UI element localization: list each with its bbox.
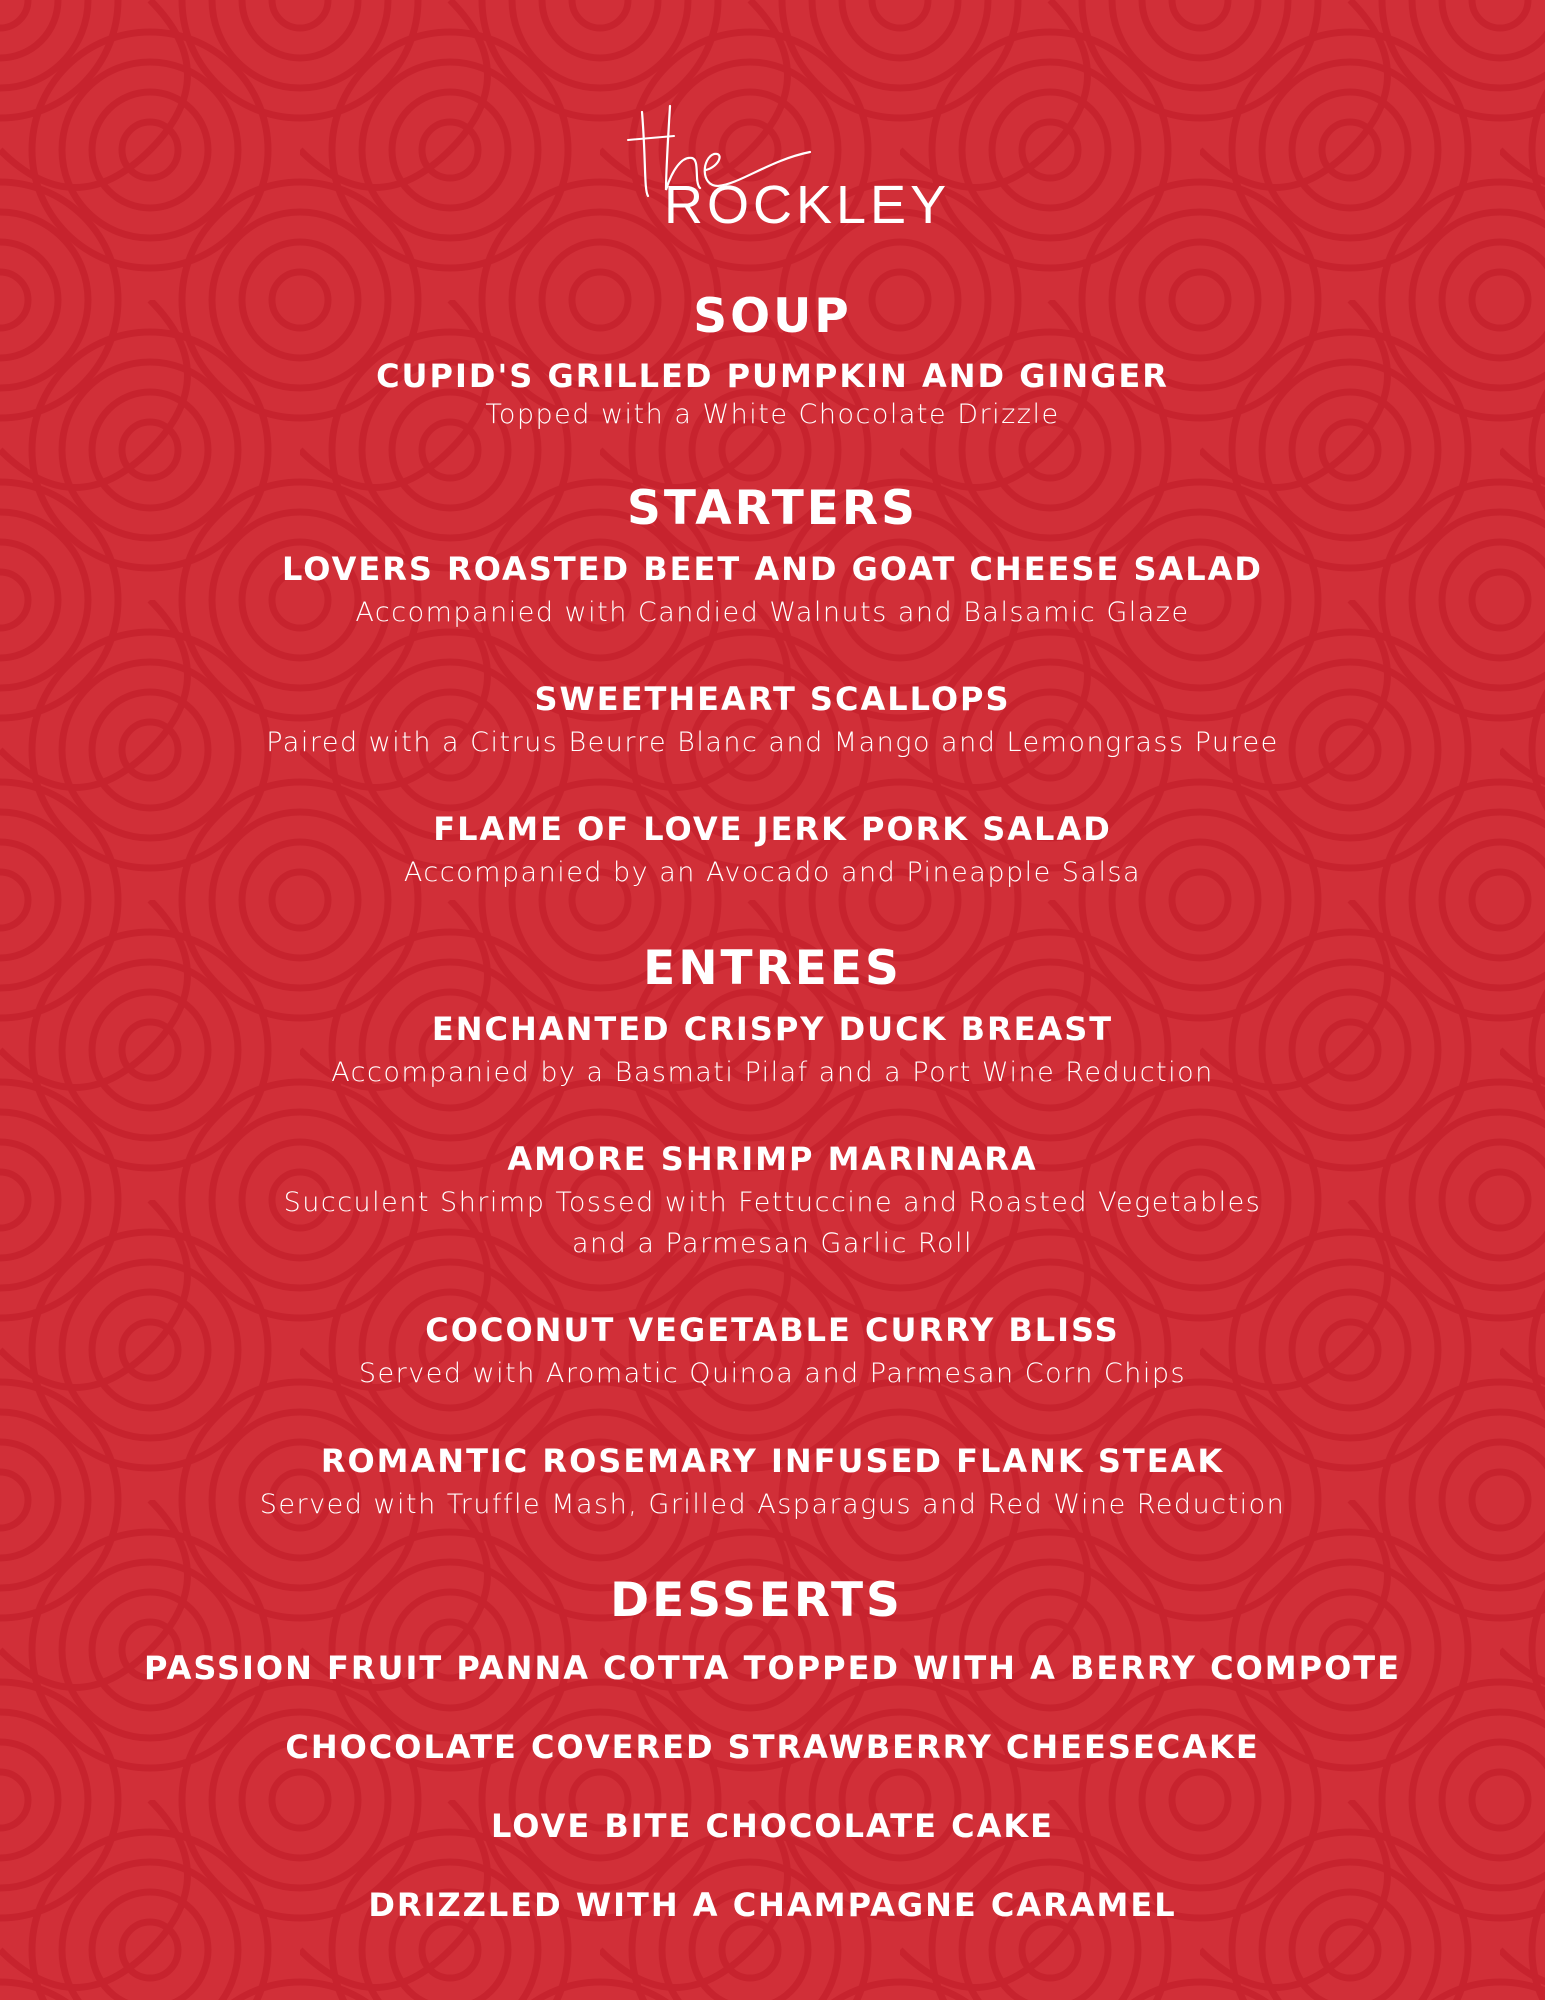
item-name: FLAME OF LOVE JERK PORK SALAD xyxy=(433,810,1112,848)
menu-item xyxy=(0,1807,1545,1845)
item-name: LOVERS ROASTED BEET AND GOAT CHEESE SALAD xyxy=(282,550,1263,588)
menu-item xyxy=(0,1649,1545,1687)
menu-item xyxy=(0,1886,1545,1924)
item-name: COCONUT VEGETABLE CURRY BLISS xyxy=(425,1311,1120,1349)
item-name: ROMANTIC ROSEMARY INFUSED FLANK STEAK xyxy=(320,1442,1225,1480)
menu-item-description: Served with Aromatic Quinoa and Parmesan Corn Chips xyxy=(358,1358,1187,1389)
menu-item-description-continued: and a Parmesan Garlic Roll xyxy=(571,1228,974,1259)
item-name: SWEETHEART SCALLOPS xyxy=(534,680,1011,718)
menu-item xyxy=(0,1728,1545,1766)
logo-wordmark: ROCKLEY xyxy=(664,175,951,235)
menu-item-description: Succulent Shrimp Tossed with Fettuccine and Roasted Vegetables xyxy=(283,1187,1262,1218)
section-title-soup: SOUP xyxy=(693,289,852,344)
menu-item xyxy=(0,1140,1545,1178)
section-title-desserts: DESSERTS xyxy=(610,1573,903,1628)
menu-item xyxy=(0,1010,1545,1048)
menu-item xyxy=(0,357,1545,395)
menu-item-description: Topped with a White Chocolate Drizzle xyxy=(485,399,1060,430)
item-name: CUPID'S GRILLED PUMPKIN AND GINGER xyxy=(376,357,1169,395)
section-title-starters: STARTERS xyxy=(627,481,918,536)
menu-item-description: Accompanied with Candied Walnuts and Balsamic Glaze xyxy=(355,597,1190,628)
item-name: CHOCOLATE COVERED STRAWBERRY CHEESECAKE xyxy=(285,1728,1260,1766)
item-name: DRIZZLED WITH A CHAMPAGNE CARAMEL xyxy=(368,1886,1177,1924)
menu-item-description: Accompanied by a Basmati Pilaf and a Port Wine Reduction xyxy=(331,1057,1214,1088)
item-name: ENCHANTED CRISPY DUCK BREAST xyxy=(431,1010,1114,1048)
item-name: AMORE SHRIMP MARINARA xyxy=(507,1140,1038,1178)
item-name: LOVE BITE CHOCOLATE CAKE xyxy=(490,1807,1055,1845)
menu-item xyxy=(0,550,1545,588)
menu-item-description: Accompanied by an Avocado and Pineapple Salsa xyxy=(403,857,1142,888)
menu-item xyxy=(0,680,1545,718)
menu-item xyxy=(0,1311,1545,1349)
menu-item xyxy=(0,1442,1545,1480)
menu-item xyxy=(0,810,1545,848)
section-title-entrees: ENTREES xyxy=(643,941,902,996)
menu-item-description: Served with Truffle Mash, Grilled Asparagus and Red Wine Reduction xyxy=(259,1489,1286,1520)
menu-item-description: Paired with a Citrus Beurre Blanc and Mango and Lemongrass Puree xyxy=(266,727,1279,758)
brand-logo xyxy=(620,100,951,240)
item-name: PASSION FRUIT PANNA COTTA TOPPED WITH A BERRY COMPOTE xyxy=(144,1649,1401,1687)
